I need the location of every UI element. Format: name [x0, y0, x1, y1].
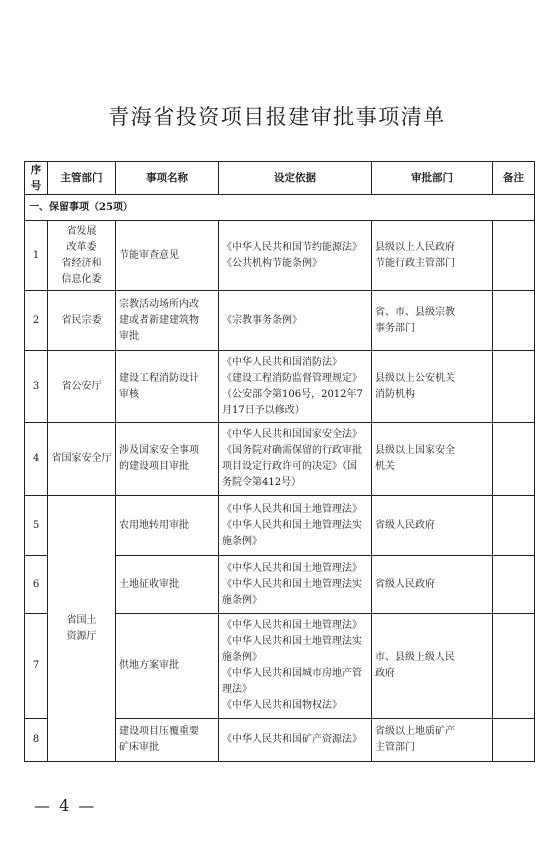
row-basis: 《宗教事务条例》 [219, 291, 372, 351]
row-remark [493, 496, 535, 556]
header-dept: 主管部门 [48, 162, 116, 195]
row-basis: 《中华人民共和国矿产资源法》 [219, 719, 372, 762]
row-item: 建设项目压覆重要 矿床审批 [116, 719, 219, 762]
header-basis: 设定依据 [219, 162, 372, 195]
row-basis: 《中华人民共和国节约能源法》 《公共机构节能条例》 [219, 221, 372, 291]
row-item: 建设工程消防设计 审核 [116, 351, 219, 423]
row-approver: 省级人民政府 [372, 556, 493, 614]
row-basis: 《中华人民共和国土地管理法》 《中华人民共和国土地管理法实 施条例》 [219, 556, 372, 614]
row-approver: 省、市、县级宗教 事务部门 [372, 291, 493, 351]
row-no: 2 [25, 291, 48, 351]
approval-table [24, 161, 535, 762]
header-remark: 备注 [493, 162, 535, 195]
row-basis: 《中华人民共和国消防法》 《建设工程消防监督管理规定》 （公安部令第106号，2012年7 月17日予以修改） [219, 351, 372, 423]
row-no: 1 [25, 221, 48, 291]
section-title: 一、保留事项（25项） [25, 195, 535, 221]
row-basis: 《中华人民共和国国家安全法》 《国务院对确需保留的行政审批 项目设定行政许可的决定》（国 务院令第412号） [219, 423, 372, 496]
row-approver: 县级以上公安机关 消防机构 [372, 351, 493, 423]
row-dept: 省国土 资源厅 [48, 496, 116, 762]
row-approver: 省级人民政府 [372, 496, 493, 556]
row-no: 7 [25, 614, 48, 719]
row-item: 土地征收审批 [116, 556, 219, 614]
table-row [25, 496, 535, 556]
table-row [25, 423, 535, 496]
row-remark [493, 719, 535, 762]
row-remark [493, 351, 535, 423]
row-remark [493, 614, 535, 719]
row-no: 4 [25, 423, 48, 496]
row-remark [493, 423, 535, 496]
page-title: 青海省投资项目报建审批事项清单 [108, 105, 446, 129]
row-item: 节能审查意见 [116, 221, 219, 291]
page-number: — 4 — [34, 796, 97, 815]
row-item: 农用地转用审批 [116, 496, 219, 556]
row-dept: 省发展 改革委 省经济和 信息化委 [48, 221, 116, 291]
row-remark [493, 291, 535, 351]
row-no: 5 [25, 496, 48, 556]
row-approver: 县级以上国家安全 机关 [372, 423, 493, 496]
row-dept: 省民宗委 [48, 291, 116, 351]
header-approver: 审批部门 [372, 162, 493, 195]
row-dept: 省国家安全厅 [48, 423, 116, 496]
row-approver: 省级以上地质矿产 主管部门 [372, 719, 493, 762]
row-item: 宗教活动场所内改 建或者新建建筑物 审批 [116, 291, 219, 351]
table-row [25, 291, 535, 351]
row-approver: 市、县级上级人民 政府 [372, 614, 493, 719]
section-row [25, 195, 535, 221]
row-basis: 《中华人民共和国土地管理法》 《中华人民共和国土地管理法实 施条例》 《中华人民共和国城市房地产管 理法》 《中华人民共和国物权法》 [219, 614, 372, 719]
row-basis: 《中华人民共和国土地管理法》 《中华人民共和国土地管理法实 施条例》 [219, 496, 372, 556]
row-no: 8 [25, 719, 48, 762]
header-item: 事项名称 [116, 162, 219, 195]
row-approver: 县级以上人民政府 节能行政主管部门 [372, 221, 493, 291]
row-item: 涉及国家安全事项 的建设项目审批 [116, 423, 219, 496]
row-remark [493, 556, 535, 614]
row-no: 3 [25, 351, 48, 423]
table-row [25, 221, 535, 291]
row-dept: 省公安厅 [48, 351, 116, 423]
table-header-row [25, 162, 535, 195]
row-remark [493, 221, 535, 291]
table-row [25, 351, 535, 423]
row-no: 6 [25, 556, 48, 614]
row-item: 供地方案审批 [116, 614, 219, 719]
header-no: 序号 [25, 162, 48, 195]
